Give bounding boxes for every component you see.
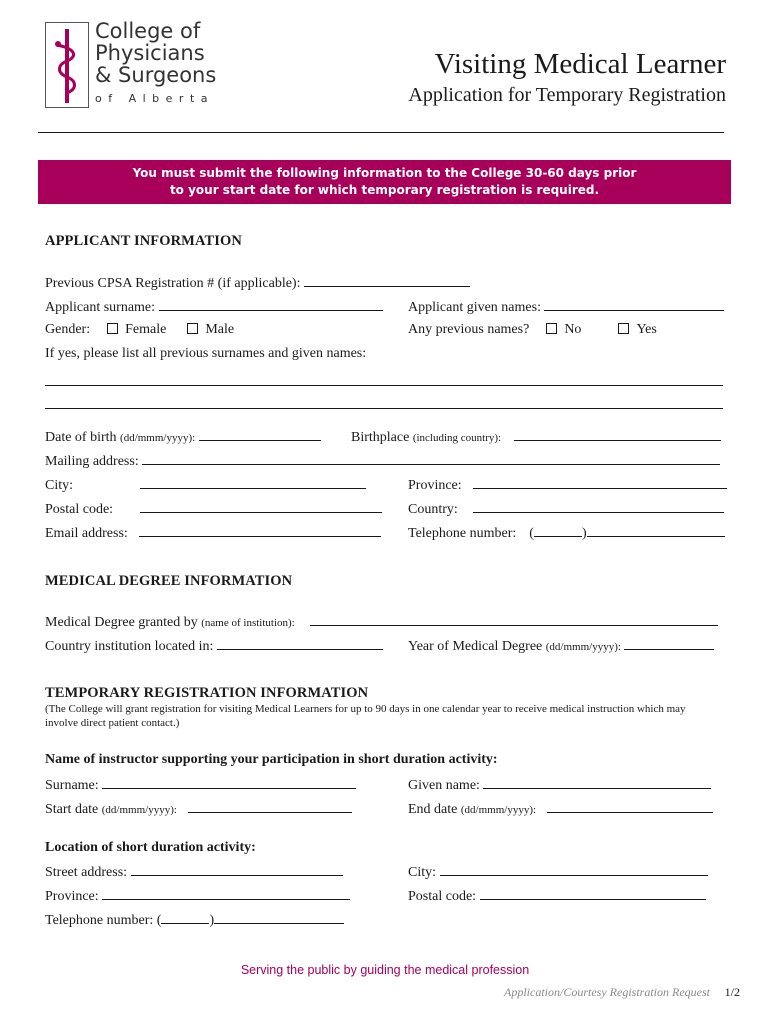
end-date-field[interactable] <box>547 800 713 813</box>
temp-heading: TEMPORARY REGISTRATION INFORMATION <box>45 685 369 701</box>
degree-heading: MEDICAL DEGREE INFORMATION <box>45 573 293 589</box>
instructor-surname-field[interactable] <box>102 776 356 789</box>
start-date-label: Start date <box>45 802 99 817</box>
degree-year-format: (dd/mmm/yyyy): <box>545 641 621 653</box>
city-field[interactable] <box>140 476 366 489</box>
location-area-code-open: ( <box>156 913 162 928</box>
birthplace-row <box>351 428 721 446</box>
degree-granted-field[interactable] <box>310 613 718 626</box>
dob-label: Date of birth <box>45 430 117 445</box>
yes-checkbox[interactable] <box>618 323 629 334</box>
degree-year-field[interactable] <box>624 637 714 650</box>
no-checkbox[interactable] <box>546 323 557 334</box>
location-city-field[interactable] <box>440 863 708 876</box>
notice-banner <box>38 160 731 204</box>
page-title: Visiting Medical Learner <box>434 48 726 80</box>
province-label: Province: <box>408 478 462 493</box>
prev-names-line-1[interactable] <box>45 385 723 386</box>
banner-line-1: You must submit the following information to the College 30-60 days prior <box>132 166 637 180</box>
end-date-label: End date <box>408 802 458 817</box>
given-names-label: Applicant given names: <box>408 300 541 315</box>
location-telephone-row <box>45 911 344 929</box>
email-label: Email address: <box>45 526 128 541</box>
location-province-field[interactable] <box>102 887 350 900</box>
page-subtitle: Application for Temporary Registration <box>408 84 726 106</box>
prev-cpsa-field[interactable] <box>304 274 470 287</box>
telephone-label: Telephone number: <box>408 526 517 541</box>
location-telephone-label: Telephone number: <box>45 913 154 928</box>
degree-country-field[interactable] <box>217 637 383 650</box>
birthplace-label: Birthplace <box>351 430 410 445</box>
birthplace-field[interactable] <box>514 428 721 441</box>
prev-names-line-2[interactable] <box>45 408 723 409</box>
temp-note-1: (The College will grant registration for visiting Medical Learners for up to 90 days in one calendar year to receive medical instruction which may <box>45 703 686 715</box>
degree-country-row <box>45 637 383 655</box>
location-telephone-field[interactable] <box>214 911 344 924</box>
instructor-given-label: Given name: <box>408 778 480 793</box>
country-label: Country: <box>408 502 458 517</box>
street-field[interactable] <box>131 863 343 876</box>
postal-label: Postal code: <box>45 502 114 517</box>
dob-format: (dd/mmm/yyyy): <box>120 432 196 444</box>
location-postal-label: Postal code: <box>408 889 477 904</box>
logo-line-1: College of <box>95 19 201 43</box>
logo-wordmark <box>95 20 216 86</box>
given-names-row <box>408 298 724 316</box>
city-row <box>45 476 366 494</box>
city-label: City: <box>45 478 74 493</box>
location-province-label: Province: <box>45 889 99 904</box>
dob-row <box>45 428 321 446</box>
area-code-close: ) <box>581 526 587 541</box>
gender-label: Gender: <box>45 322 91 337</box>
footer-tagline: Serving the public by guiding the medical profession <box>240 963 530 977</box>
mailing-field[interactable] <box>142 452 720 465</box>
prev-names-row <box>408 322 657 338</box>
location-province-row <box>45 887 350 905</box>
prev-names-label: Any previous names? <box>408 322 530 337</box>
telephone-field[interactable] <box>587 524 725 537</box>
degree-granted-note: (name of institution): <box>201 617 295 629</box>
given-names-field[interactable] <box>544 298 724 311</box>
degree-country-label: Country institution located in: <box>45 639 214 654</box>
start-date-row <box>45 800 352 818</box>
prev-cpsa-label: Previous CPSA Registration # (if applicable): <box>45 276 301 291</box>
start-date-field[interactable] <box>188 800 352 813</box>
email-field[interactable] <box>139 524 381 537</box>
location-postal-row <box>408 887 706 905</box>
mailing-label: Mailing address: <box>45 454 139 469</box>
logo-line-2: Physicians <box>95 41 205 65</box>
start-date-format: (dd/mmm/yyyy): <box>101 804 177 816</box>
degree-year-row <box>408 637 714 655</box>
instructor-heading: Name of instructor supporting your participation in short duration activity: <box>45 752 498 767</box>
surname-row <box>45 298 383 316</box>
gender-row <box>45 322 234 338</box>
end-date-row <box>408 800 713 818</box>
street-row <box>45 863 343 881</box>
prev-names-list-label: If yes, please list all previous surnames and given names: <box>45 346 367 361</box>
surname-field[interactable] <box>159 298 383 311</box>
location-city-row <box>408 863 708 881</box>
province-field[interactable] <box>473 476 727 489</box>
street-label: Street address: <box>45 865 128 880</box>
location-area-code-close: ) <box>209 913 215 928</box>
surname-label: Applicant surname: <box>45 300 156 315</box>
location-heading: Location of short duration activity: <box>45 840 256 855</box>
postal-field[interactable] <box>140 500 382 513</box>
telephone-row <box>408 524 725 542</box>
area-code-field[interactable] <box>534 524 582 537</box>
country-row <box>408 500 724 518</box>
degree-year-label: Year of Medical Degree <box>408 639 543 654</box>
degree-granted-row <box>45 613 718 631</box>
mailing-row <box>45 452 720 470</box>
logo-line-3: & Surgeons <box>95 63 217 87</box>
title-rule <box>38 132 724 133</box>
end-date-format: (dd/mmm/yyyy): <box>460 804 537 816</box>
footer-doc-title: Application/Courtesy Registration Request <box>504 985 710 999</box>
logo-tagline: of Alberta <box>95 92 215 105</box>
prev-cpsa-row <box>45 274 470 292</box>
area-code-open: ( <box>529 526 534 541</box>
instructor-given-row <box>408 776 711 794</box>
postal-row <box>45 500 382 518</box>
yes-label: Yes <box>636 322 657 337</box>
degree-granted-label: Medical Degree granted by <box>45 615 198 630</box>
location-city-label: City: <box>408 865 437 880</box>
male-checkbox[interactable] <box>187 323 198 334</box>
instructor-surname-label: Surname: <box>45 778 99 793</box>
page-number: 1/2 <box>724 985 740 999</box>
country-field[interactable] <box>473 500 724 513</box>
male-label: Male <box>205 322 235 337</box>
email-row <box>45 524 381 542</box>
location-postal-field[interactable] <box>480 887 706 900</box>
caduceus-icon <box>46 23 88 107</box>
instructor-surname-row <box>45 776 356 794</box>
applicant-heading: APPLICANT INFORMATION <box>45 233 242 249</box>
no-label: No <box>564 322 582 337</box>
birthplace-note: (including country): <box>412 432 502 444</box>
instructor-given-field[interactable] <box>483 776 711 789</box>
female-label: Female <box>125 322 167 337</box>
banner-line-2: to your start date for which temporary registration is required. <box>169 183 600 197</box>
dob-field[interactable] <box>199 428 321 441</box>
location-area-code-field[interactable] <box>161 911 209 924</box>
female-checkbox[interactable] <box>107 323 118 334</box>
province-row <box>408 476 727 494</box>
temp-note-2: involve direct patient contact.) <box>45 717 180 729</box>
logo-frame <box>45 22 89 108</box>
